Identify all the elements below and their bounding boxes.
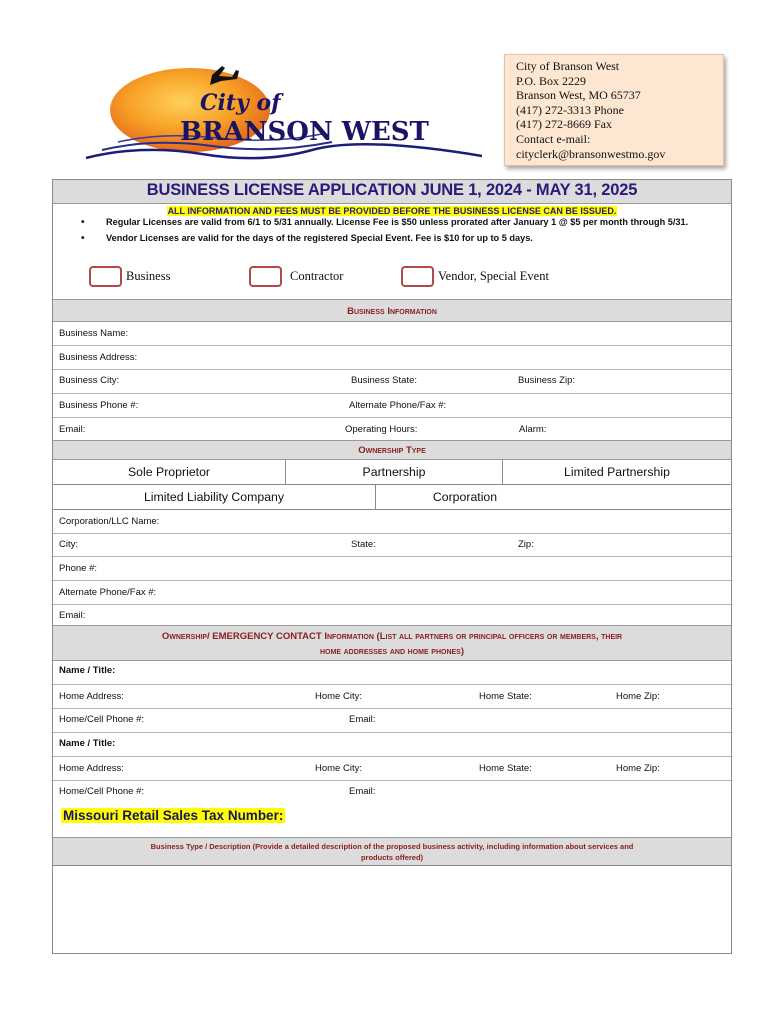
business-zip-label: Business Zip:	[518, 375, 576, 386]
business-phone-row[interactable]	[53, 394, 731, 418]
corp-city-row[interactable]	[53, 534, 731, 557]
corp-name-label: Corporation/LLC Name:	[59, 516, 160, 527]
ownership-type-row-1	[53, 460, 731, 485]
contact1-phone-row[interactable]	[53, 709, 731, 733]
contact1-home-city-label: Home City:	[315, 691, 362, 702]
business-email-row[interactable]	[53, 418, 731, 442]
business-description-heading-line1: Business Type / Description (Provide a detailed description of the proposed business activity, including information about services and	[150, 842, 634, 851]
contact1-name-title-label: Name / Title:	[59, 665, 116, 676]
address-line: (417) 272-8669 Fax	[516, 117, 612, 132]
corporation-option[interactable]: Corporation	[432, 490, 498, 504]
corp-state-label: State:	[351, 539, 376, 550]
contact2-phone-row[interactable]	[53, 781, 731, 805]
business-checkbox[interactable]	[89, 266, 122, 287]
contact1-home-state-label: Home State:	[479, 691, 532, 702]
contact1-email-label: Email:	[349, 714, 376, 725]
business-city-row[interactable]	[53, 370, 731, 394]
corp-zip-label: Zip:	[518, 539, 534, 550]
corp-name-row[interactable]	[53, 510, 731, 534]
license-rule: • Vendor Licenses are valid for the days of the registered Special Event. Fee is $10 for up to 5 days.	[81, 233, 731, 245]
vendor-checkbox[interactable]	[401, 266, 434, 287]
partnership-option[interactable]: Partnership	[286, 460, 503, 484]
license-rules-list	[81, 217, 731, 248]
address-line: City of Branson West	[516, 59, 620, 73]
address-line: P.O. Box 2229	[516, 73, 587, 88]
alarm-label: Alarm:	[519, 424, 547, 435]
contact2-home-city-label: Home City:	[315, 763, 362, 774]
corp-alt-phone-label: Alternate Phone/Fax #:	[59, 587, 157, 598]
fees-notice	[53, 206, 731, 216]
business-phone-label: Business Phone #:	[59, 400, 139, 411]
business-description-textarea[interactable]	[53, 865, 731, 953]
contact1-address-row[interactable]	[53, 685, 731, 709]
corp-phone-label: Phone #:	[59, 563, 98, 574]
business-alt-phone-label: Alternate Phone/Fax #:	[349, 400, 447, 411]
contact2-name-title-label: Name / Title:	[59, 738, 116, 749]
business-address-row[interactable]	[53, 346, 731, 370]
contractor-checkbox-label: Contractor	[290, 269, 344, 283]
contact1-name-row[interactable]	[53, 661, 731, 685]
license-application-form	[52, 179, 732, 954]
license-type-row	[53, 266, 731, 290]
business-description-heading-line2: products offered)	[360, 853, 424, 862]
contact2-address-row[interactable]	[53, 757, 731, 781]
business-description-heading	[53, 837, 731, 865]
city-logo	[82, 58, 482, 170]
address-line: Contact e-mail:	[516, 131, 591, 146]
operating-hours-label: Operating Hours:	[345, 424, 418, 435]
form-title: BUSINESS LICENSE APPLICATION JUNE 1, 2024 - MAY 31, 2025	[146, 181, 638, 199]
address-line: (417) 272-3313 Phone	[516, 102, 624, 117]
business-state-label: Business State:	[351, 375, 418, 386]
city-address-box	[504, 54, 724, 166]
vendor-checkbox-label: Vendor, Special Event	[438, 269, 549, 283]
contact2-name-row[interactable]	[53, 733, 731, 757]
corp-city-label: City:	[59, 539, 78, 550]
missouri-sales-tax-label: Missouri Retail Sales Tax Number:	[63, 808, 284, 823]
corp-email-label: Email:	[59, 610, 86, 621]
logo-city-of: City of	[200, 90, 281, 116]
emergency-contact-heading	[53, 625, 731, 661]
sole-proprietor-option[interactable]: Sole Proprietor	[53, 460, 286, 484]
fees-notice-text: ALL INFORMATION AND FEES MUST BE PROVIDED BEFORE THE BUSINESS LICENSE CAN BE ISSUED.	[167, 206, 617, 216]
logo-branson-west: BRANSON WEST	[180, 117, 429, 147]
contact1-cell-phone-label: Home/Cell Phone #:	[59, 714, 145, 725]
business-info-heading: Business Information	[53, 299, 731, 322]
emergency-contact-heading-line2: home addresses and home phones)	[319, 646, 464, 657]
corp-email-row[interactable]	[53, 605, 731, 627]
contact2-cell-phone-label: Home/Cell Phone #:	[59, 786, 145, 797]
contact2-home-state-label: Home State:	[479, 763, 532, 774]
contact1-home-address-label: Home Address:	[59, 691, 124, 702]
contractor-checkbox[interactable]	[249, 266, 282, 287]
limited-partnership-option[interactable]: Limited Partnership	[564, 465, 670, 479]
business-name-label: Business Name:	[59, 328, 129, 339]
contact2-home-address-label: Home Address:	[59, 763, 124, 774]
business-address-label: Business Address:	[59, 352, 138, 363]
business-email-label: Email:	[59, 424, 86, 435]
business-checkbox-label: Business	[126, 269, 171, 283]
address-line: Branson West, MO 65737	[516, 88, 641, 103]
address-email[interactable]: cityclerk@bransonwestmo.gov	[516, 146, 666, 161]
contact1-home-zip-label: Home Zip:	[616, 691, 660, 702]
emergency-contact-heading-line1: Ownership/ EMERGENCY CONTACT Information (List all partners or principal officers or members, their	[161, 631, 623, 642]
corp-alt-phone-row[interactable]	[53, 581, 731, 605]
contact2-home-zip-label: Home Zip:	[616, 763, 660, 774]
llc-option[interactable]: Limited Liability Company	[53, 485, 376, 509]
corp-phone-row[interactable]	[53, 557, 731, 581]
ownership-type-heading: Ownership Type	[53, 440, 731, 460]
ownership-type-row-2	[53, 485, 731, 510]
contact2-email-label: Email:	[349, 786, 376, 797]
city-logo-graphic	[82, 58, 482, 170]
business-name-row[interactable]	[53, 322, 731, 346]
license-rule: • Regular Licenses are valid from 6/1 to 5/31 annually. License Fee is $50 unless prorated after January 1 @ $5 per month through 5/31.	[81, 217, 731, 229]
business-city-label: Business City:	[59, 375, 120, 386]
